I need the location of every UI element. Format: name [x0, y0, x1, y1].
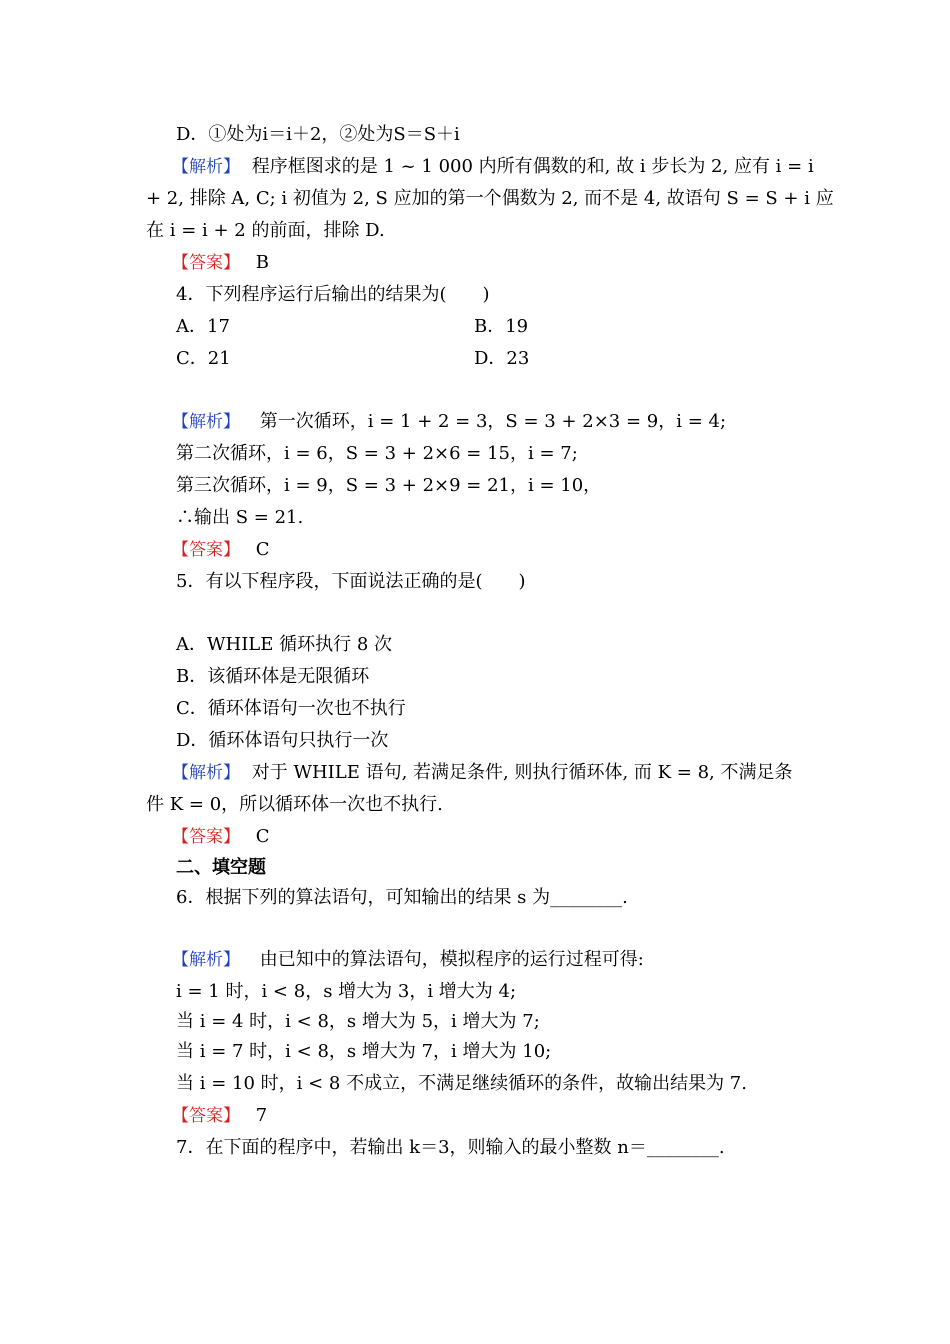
q5-answer [172, 825, 270, 849]
q4-option-a: A．17 [176, 316, 230, 337]
q6-analysis-line-3: 当 i = 4 时，i < 8，s 增大为 5，i 增大为 7; [176, 1011, 540, 1032]
q4-option-b: B．19 [474, 316, 529, 337]
q6-answer [172, 1104, 267, 1128]
q3-analysis-line-2: + 2, 排除 A, C; i 初值为 2, S 应加的第一个偶数为 2, 而不是 4, 故语句 S = S + i 应 [146, 188, 834, 209]
q6-analysis-line-4: 当 i = 7 时，i < 8，s 增大为 7，i 增大为 10; [176, 1041, 552, 1062]
q4-option-d: D．23 [474, 348, 530, 369]
q6-analysis-line-5: 当 i = 10 时，i < 8 不成立，不满足继续循环的条件，故输出结果为 7. [176, 1073, 747, 1094]
answer-value: B [255, 252, 269, 273]
q4-option-c: C．21 [176, 348, 231, 369]
q3-option-d: D．①处为i＝i＋2，②处为S＝S＋i [176, 124, 460, 145]
q5-option-b: B．该循环体是无限循环 [176, 666, 370, 687]
section-title: 二、填空题 [176, 857, 266, 878]
q3-answer [172, 251, 269, 275]
q5-option-a: A．WHILE 循环执行 8 次 [176, 634, 393, 655]
analysis-text: 第一次循环，i = 1 + 2 = 3，S = 3 + 2×3 = 9，i = 4; [259, 411, 727, 432]
q5-stem: 5．有以下程序段，下面说法正确的是( ) [176, 571, 526, 592]
q4-analysis-line-3: 第三次循环，i = 9，S = 3 + 2×9 = 21，i = 10， [176, 475, 602, 496]
q6-analysis-line-2: i = 1 时，i < 8，s 增大为 3，i 增大为 4; [176, 981, 517, 1002]
q6-stem: 6．根据下列的算法语句，可知输出的结果 s 为________. [176, 887, 628, 908]
q3-analysis-line-3: 在 i = i + 2 的前面，排除 D. [146, 220, 385, 241]
answer-value: 7 [255, 1105, 268, 1126]
analysis-label: 【解析】 [172, 763, 240, 783]
analysis-label: 【解析】 [172, 412, 240, 432]
q4-answer [172, 538, 270, 562]
analysis-text: 由已知中的算法语句，模拟程序的运行过程可得: [259, 949, 644, 970]
q5-analysis-line-1 [172, 761, 793, 785]
q4-options-row-2 [176, 347, 529, 371]
answer-value: C [255, 539, 270, 560]
q4-options-row-1 [176, 315, 528, 339]
analysis-label: 【解析】 [172, 950, 240, 970]
answer-label: 【答案】 [172, 827, 240, 847]
q5-option-c: C．循环体语句一次也不执行 [176, 698, 406, 719]
q4-analysis-line-4: ∴输出 S = 21. [176, 507, 304, 528]
answer-label: 【答案】 [172, 1106, 240, 1126]
q3-analysis-line-1 [172, 155, 814, 179]
answer-label: 【答案】 [172, 540, 240, 560]
answer-value: C [255, 826, 270, 847]
q4-stem: 4．下列程序运行后输出的结果为( ) [176, 284, 490, 305]
q5-analysis-line-2: 件 K = 0，所以循环体一次也不执行. [146, 794, 443, 815]
q6-analysis-line-1 [172, 948, 644, 972]
answer-label: 【答案】 [172, 253, 240, 273]
q4-analysis-line-2: 第二次循环，i = 6，S = 3 + 2×6 = 15，i = 7; [176, 443, 578, 464]
q5-option-d: D．循环体语句只执行一次 [176, 730, 389, 751]
analysis-label: 【解析】 [172, 157, 240, 177]
q4-analysis-line-1 [172, 410, 726, 434]
analysis-text: 程序框图求的是 1 ~ 1 000 内所有偶数的和, 故 i 步长为 2, 应有 i = i [251, 156, 814, 177]
analysis-text: 对于 WHILE 语句, 若满足条件, 则执行循环体, 而 K = 8, 不满足条 [251, 762, 793, 783]
q7-stem: 7．在下面的程序中，若输出 k＝3，则输入的最小整数 n＝________. [176, 1137, 725, 1158]
